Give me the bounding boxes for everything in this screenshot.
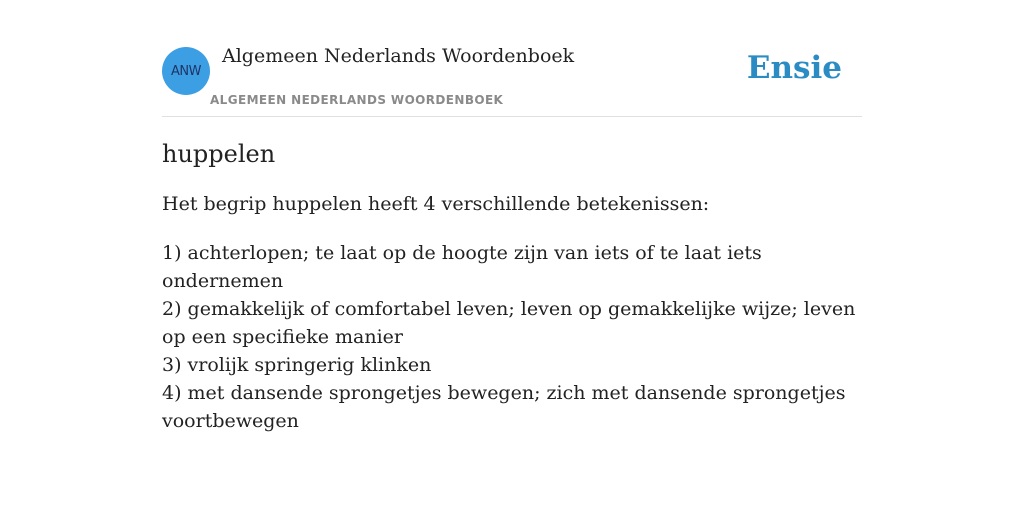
meaning-item: 3) vrolijk springerig klinken xyxy=(162,354,432,376)
anw-logo-text: ANW xyxy=(171,63,201,79)
ensie-logo[interactable]: Ensie xyxy=(746,50,842,86)
anw-logo[interactable] xyxy=(162,47,210,95)
meanings-list xyxy=(162,239,862,435)
meaning-item: 4) met dansende sprongetjes bewegen; zich met dansende sprongetjes voortbewegen xyxy=(162,382,846,432)
entry-word: huppelen xyxy=(162,140,276,168)
meaning-item: 1) achterlopen; te laat op de hoogte zijn van iets of te laat iets ondernemen xyxy=(162,242,762,292)
meaning-item: 2) gemakkelijk of comfortabel leven; leven op gemakkelijke wijze; leven op een specifieke manier xyxy=(162,298,856,348)
entry-intro: Het begrip huppelen heeft 4 verschillende betekenissen: xyxy=(162,193,710,215)
header xyxy=(162,0,862,117)
content xyxy=(162,0,862,432)
site-subtitle: ALGEMEEN NEDERLANDS WOORDENBOEK xyxy=(210,93,504,107)
site-title[interactable]: Algemeen Nederlands Woordenboek xyxy=(222,45,575,67)
